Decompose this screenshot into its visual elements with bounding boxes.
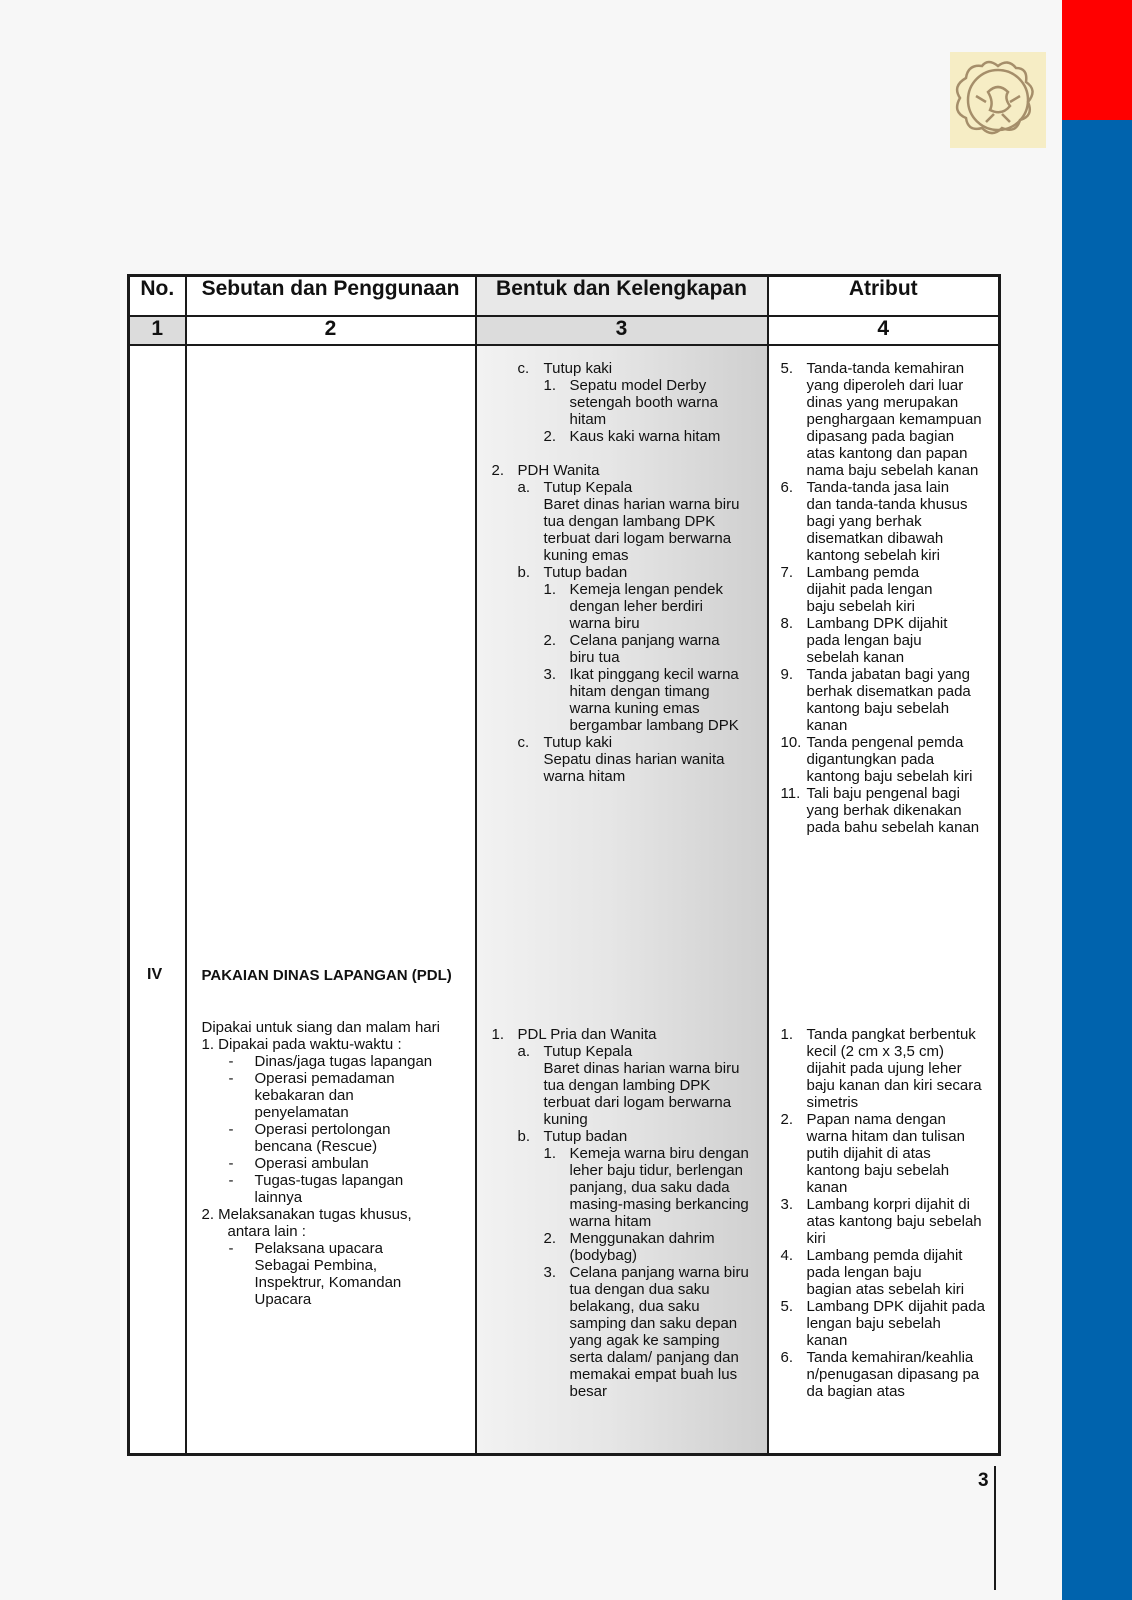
col-number-1: 1	[129, 316, 186, 345]
blue-stripe	[1062, 120, 1132, 1600]
emblem-icon	[950, 52, 1046, 148]
pdl-tutup-badan: b. Tutup badan	[517, 1128, 628, 1145]
pdl-sub-5: - Tugas-tugas lapangan lainnya	[228, 1172, 404, 1206]
atribut-item-9: 9. Tanda jabatan bagi yang berhak disematkan pada kantong baju sebelah kanan	[780, 666, 971, 734]
column-number-row	[129, 316, 1000, 345]
page-number-rule	[994, 1466, 996, 1590]
atribut-item-11: 11. Tali baju pengenal bagi yang berhak dikenakan pada bahu sebelah kanan	[780, 785, 980, 836]
pdh-section	[492, 360, 762, 785]
header-row	[129, 276, 1000, 317]
pdl-atribut-item-3: 3. Lambang korpri dijahit di atas kantong baju sebelah kiri	[780, 1196, 982, 1247]
atribut-item-5: 5. Tanda-tanda kemahiran yang diperoleh dari luar dinas yang merupakan penghargaan kemampuan dipasang pada bagian atas kantong dan papan nama baju sebelah kanan	[780, 360, 982, 479]
red-stripe	[1062, 0, 1132, 120]
cell-bentuk	[476, 345, 768, 1455]
pria-tutup-kaki: c. Tutup kaki	[517, 360, 613, 377]
cell-atribut	[768, 345, 1000, 1455]
pdl-pria-wanita-title: 1. PDL Pria dan Wanita	[491, 1026, 657, 1043]
col-number-2: 2	[186, 316, 476, 345]
pria-kaki-item-2: 2. Kaus kaki warna hitam	[543, 428, 721, 445]
col-number-4: 4	[768, 316, 1000, 345]
uniform-table	[127, 274, 1001, 1456]
pdl-sub-2: - Operasi pemadaman kebakaran dan penyelamatan	[228, 1070, 395, 1121]
pdl-badan-item-3: 3. Celana panjang warna biru tua dengan dua saku belakang, dua saku samping dan saku depan yang agak ke samping serta dalam/ panjang dan memakai empat buah lus besar	[543, 1264, 749, 1400]
cell-sebutan	[186, 345, 476, 1455]
atribut-item-10: 10. Tanda pengenal pemda digantungkan pada kantong baju sebelah kiri	[780, 734, 973, 785]
pdl-sub-6: - Pelaksana upacara Sebagai Pembina, Inspektrur, Komandan Upacara	[228, 1240, 402, 1308]
body-row	[129, 345, 1000, 1455]
pdl-atribut-item-4: 4. Lambang pemda dijahit pada lengan baju bagian atas sebelah kiri	[780, 1247, 965, 1298]
pdl-usage	[202, 1019, 472, 1308]
pdl-sub-3: - Operasi pertolongan bencana (Rescue)	[228, 1121, 391, 1155]
pdl-tutup-kepala: a. Tutup Kepala	[517, 1043, 633, 1060]
row-number: IV	[147, 966, 163, 983]
pdl-atribut-item-5: 5. Lambang DPK dijahit pada lengan baju sebelah kanan	[780, 1298, 985, 1349]
wanita-badan-item-1: 1. Kemeja lengan pendek dengan leher berdiri warna biru	[543, 581, 723, 632]
pdl-sub-4: - Operasi ambulan	[228, 1155, 369, 1172]
pdl-atribut-item-1: 1. Tanda pangkat berbentuk kecil (2 cm x 3,5 cm) dijahit pada ujung leher baju kanan dan kiri secara simetris	[780, 1026, 982, 1111]
header-bentuk: Bentuk dan Kelengkapan	[476, 276, 768, 317]
cell-no	[129, 345, 186, 1455]
atribut-item-6: 6. Tanda-tanda jasa lain dan tanda-tanda khusus bagi yang berhak disematkan dibawah kantong sebelah kiri	[780, 479, 968, 564]
pria-kaki-item-1: 1. Sepatu model Derby setengah booth warna hitam	[543, 377, 718, 428]
atribut-top-list	[781, 360, 986, 836]
wanita-tutup-kaki: c. Tutup kaki	[517, 734, 613, 751]
header-atribut: Atribut	[768, 276, 1000, 317]
atribut-item-8: 8. Lambang DPK dijahit pada lengan baju sebelah kanan	[780, 615, 948, 666]
pdl-atribut-item-6: 6. Tanda kemahiran/keahlian/penugasan dipasang pada bagian atas	[780, 1349, 980, 1400]
atribut-item-7: 7. Lambang pemda dijahit pada lengan baju sebelah kiri	[780, 564, 933, 615]
pdl-section	[492, 1026, 762, 1400]
col-number-3: 3	[476, 316, 768, 345]
atribut-bottom-list	[781, 1026, 986, 1400]
pdl-item-1: 1. Dipakai pada waktu-waktu :	[201, 1036, 402, 1053]
page-number: 3	[978, 1470, 989, 1491]
pdl-kepala-text: Baret dinas harian warna biru tua dengan lambing DPK terbuat dari logam berwarna kuning	[543, 1060, 740, 1128]
wanita-tutup-badan: b. Tutup badan	[517, 564, 628, 581]
pdl-intro: Dipakai untuk siang dan malam hari	[201, 1019, 440, 1036]
pdl-atribut-item-2: 2. Papan nama dengan warna hitam dan tulisan putih dijahit di atas kantong baju sebelah kanan	[780, 1111, 965, 1196]
pdl-badan-item-2: 2. Menggunakan dahrim (bodybag)	[543, 1230, 715, 1264]
header-no: No.	[129, 276, 186, 317]
wanita-kepala-text: Baret dinas harian warna biru tua dengan lambang DPK terbuat dari logam berwarna kuning emas	[543, 496, 740, 564]
pdl-item-2: 2. Melaksanakan tugas khusus, antara lain :	[201, 1206, 412, 1240]
pdl-title: PAKAIAN DINAS LAPANGAN (PDL)	[201, 967, 452, 984]
pdl-badan-item-1: 1. Kemeja warna biru dengan leher baju tidur, berlengan panjang, dua saku dada masing-masing berkancing warna hitam	[543, 1145, 749, 1230]
wanita-kaki-text: Sepatu dinas harian wanita warna hitam	[543, 751, 725, 785]
header-sebutan: Sebutan dan Penggunaan	[186, 276, 476, 317]
wanita-tutup-kepala: a. Tutup Kepala	[517, 479, 633, 496]
wanita-badan-item-2: 2. Celana panjang warna biru tua	[543, 632, 720, 666]
pdh-wanita-title: 2. PDH Wanita	[491, 462, 600, 479]
pdl-sub-1: - Dinas/jaga tugas lapangan	[228, 1053, 433, 1070]
wanita-badan-item-3: 3. Ikat pinggang kecil warna hitam dengan timang warna kuning emas bergambar lambang DPK	[543, 666, 739, 734]
